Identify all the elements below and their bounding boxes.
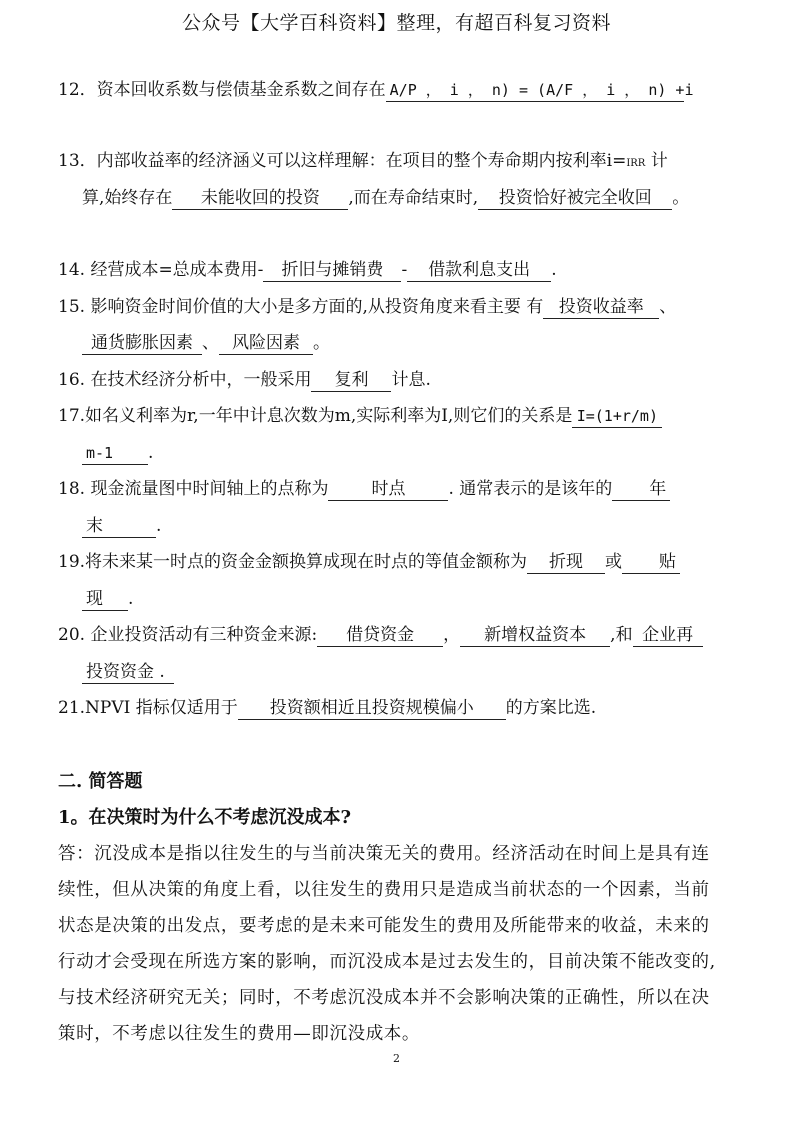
q19-text: 19.将未来某一时点的资金金额换算成现在时点的等值金额称为	[58, 552, 528, 572]
q13-text-2: 算,始终存在	[82, 188, 173, 208]
question-12	[58, 78, 694, 102]
q19-answer-2: 贴	[622, 551, 680, 574]
question-13-line2	[82, 186, 689, 210]
q19-answer-1: 折现	[527, 551, 605, 574]
q17-answer-2: m-1	[82, 442, 148, 465]
q20-answer-4: 投资资金 .	[82, 661, 174, 684]
q13-text-4: 。	[672, 188, 690, 208]
question-20-line1	[58, 623, 703, 647]
qa1-title: 1。在决策时为什么不考虑沉没成本?	[58, 807, 352, 828]
q18-answer-1: 时点	[328, 478, 448, 501]
question-16	[58, 368, 431, 392]
q17-text: 17.如名义利率为r,一年中计息次数为m,实际利率为I,则它们的关系是	[58, 406, 573, 426]
question-19-line2	[82, 587, 133, 611]
q15-end: 。	[313, 333, 330, 353]
q12-text: 12．资本回收系数与偿债基金系数之间存在	[58, 80, 386, 100]
question-21	[58, 696, 596, 720]
q12-answer: A/P ， i ， n) = (A/F ， i ， n) +i	[386, 79, 684, 102]
section-title: 二. 简答题	[58, 771, 143, 792]
question-15-line1	[58, 295, 676, 319]
question-15-line2	[82, 331, 330, 355]
qa1-line-3: 状态是决策的出发点，要考虑的是未来可能发生的费用及所能带来的收益，未来的	[58, 916, 710, 936]
q14-answer-2: 借款利息支出	[407, 259, 551, 282]
q15-sep-2: 、	[202, 333, 219, 353]
q18-text: 18. 现金流量图中时间轴上的点称为	[58, 479, 329, 499]
q17-answer-1: I=(1+r/m)	[572, 405, 662, 428]
q15-text: 15. 影响资金时间价值的大小是多方面的,从投资角度来看主要 有	[58, 297, 544, 317]
q20-sep-1: ，	[443, 625, 461, 645]
q19-end: .	[128, 589, 134, 609]
q13-text-3: ,而在寿命结束时,	[348, 188, 479, 208]
question-17-line1	[58, 404, 662, 428]
question-19-line1	[58, 550, 680, 574]
qa1-line-6: 策时，不考虑以往发生的费用—即沉没成本。	[58, 1024, 420, 1044]
q20-answer-1: 借贷资金	[317, 624, 443, 647]
question-20-line2	[82, 660, 174, 684]
qa1-line-4: 行动才会受现在所选方案的影响，而沉没成本是过去发生的，目前决策不能改变的,	[58, 952, 716, 972]
q21-text: 21.NPVI 指标仅适用于	[58, 698, 238, 718]
q18-answer-3: 末	[82, 515, 156, 538]
page-number: 2	[393, 1052, 400, 1065]
q19-or: 或	[605, 552, 623, 572]
q15-answer-1: 投资收益率	[543, 296, 659, 319]
q17-end: .	[148, 443, 154, 463]
q13-text: 13．内部收益率的经济涵义可以这样理解：在项目的整个寿命期内按利率i=	[58, 151, 627, 171]
q14-mid: -	[401, 260, 408, 280]
question-18-line2	[82, 514, 161, 538]
q15-answer-2: 通货膨胀因素	[82, 332, 202, 355]
question-18-line1	[58, 477, 670, 501]
q21-answer: 投资额相近且投资规模偏小	[238, 697, 506, 720]
q19-answer-3: 现	[82, 588, 128, 611]
q14-end: .	[551, 260, 557, 280]
q13-answer-1: 未能收回的投资	[172, 187, 348, 210]
question-17-line2	[82, 441, 153, 465]
q15-sep: 、	[659, 297, 677, 317]
qa1-line-1: 答：沉没成本是指以往发生的与当前决策无关的费用。经济活动在时间上是具有连	[58, 844, 710, 864]
qa1-line-2: 续性，但从决策的角度上看，以往发生的费用只是造成当前状态的一个因素，当前	[58, 880, 710, 900]
q13-text-end: 计	[645, 151, 668, 171]
q15-answer-3: 风险因素	[219, 332, 313, 355]
q20-answer-3: 企业再	[633, 624, 703, 647]
q21-end: 的方案比选.	[505, 698, 597, 718]
q13-answer-2: 投资恰好被完全收回	[478, 187, 672, 210]
q20-answer-2: 新增权益资本	[460, 624, 610, 647]
question-13-line1	[58, 149, 668, 176]
q14-answer-1: 折旧与摊销费	[263, 259, 401, 282]
page-header: 公众号【大学百科资料】整理，有超百科复习资料	[181, 12, 611, 34]
q18-text-2: . 通常表示的是该年的	[448, 479, 613, 499]
qa1-line-5: 与技术经济研究无关；同时，不考虑沉没成本并不会影响决策的正确性，所以在决	[58, 988, 710, 1008]
q20-sep-2: ,和	[610, 625, 633, 645]
q20-text: 20. 企业投资活动有三种资金来源:	[58, 625, 318, 645]
q14-text: 14. 经营成本=总成本费用-	[58, 260, 264, 280]
q16-answer: 复利	[311, 369, 391, 392]
q18-end: .	[156, 516, 162, 536]
q16-text: 16. 在技术经济分析中，一般采用	[58, 370, 312, 390]
q18-answer-2: 年	[612, 478, 670, 501]
q16-end: 计息.	[391, 370, 431, 390]
question-14	[58, 258, 557, 282]
q13-subscript: IRR	[626, 158, 646, 169]
